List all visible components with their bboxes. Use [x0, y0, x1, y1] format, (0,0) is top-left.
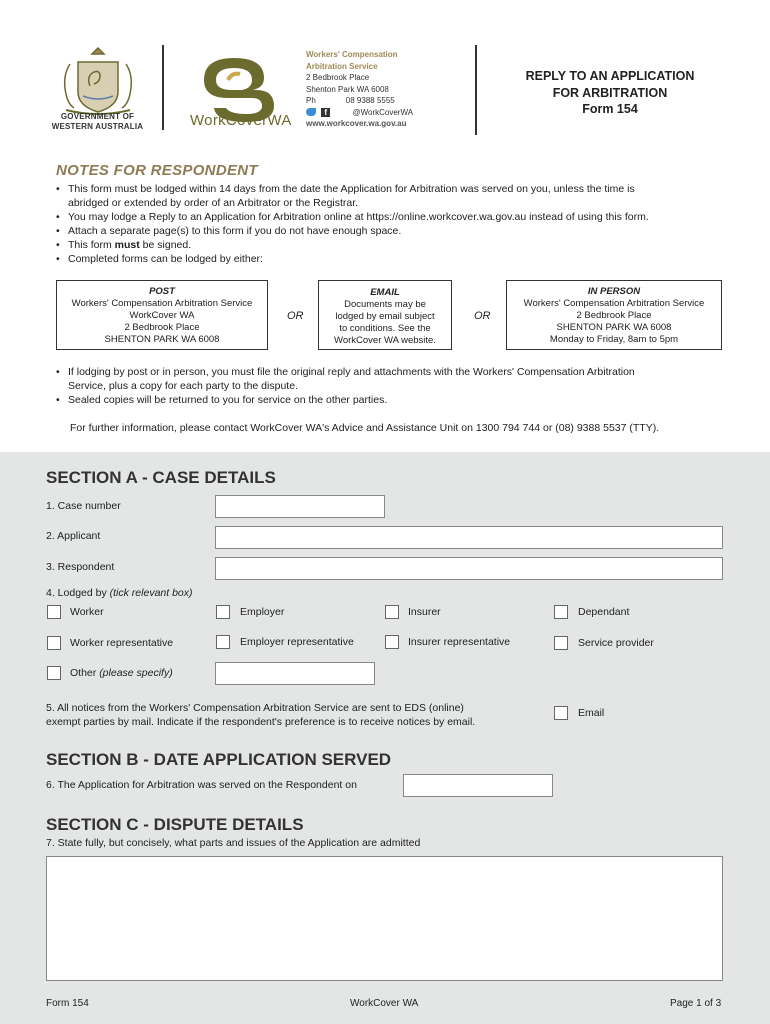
workcover-wa-wordmark: WorkCoverWA [190, 112, 292, 129]
worker-label: Worker [70, 606, 104, 618]
social-handle: @WorkCoverWA [352, 107, 414, 117]
lodged-by-label: 4. Lodged by (tick relevant box) [46, 587, 193, 599]
date-served-field[interactable] [403, 774, 553, 797]
notes-list-2 [56, 365, 726, 407]
note-item: • Completed forms can be lodged by either: [56, 252, 726, 266]
admitted-parts-label: 7. State fully, but concisely, what parts and issues of the Application are admitted [46, 837, 421, 849]
insurer-representative-checkbox[interactable] [385, 635, 399, 649]
footer-organisation: WorkCover WA [350, 998, 419, 1009]
government-name: GOVERNMENT OF WESTERN AUSTRALIA [51, 112, 144, 131]
footer-page-number: Page 1 of 3 [670, 998, 722, 1009]
section-c-heading: SECTION C - DISPUTE DETAILS [46, 815, 304, 834]
notices-label: 5. All notices from the Workers' Compensation Arbitration Service are sent to EDS (online) exempt parties by mail. Indicate if the respondent's preference is to receive notices by email. [46, 702, 476, 728]
or-label: OR [287, 310, 304, 322]
employer-label: Employer [240, 606, 285, 618]
worker-checkbox[interactable] [47, 605, 61, 619]
divider [475, 45, 477, 135]
other-label: Other (please specify) [70, 667, 173, 679]
notes-heading: NOTES FOR RESPONDENT [56, 162, 258, 179]
twitter-icon [306, 108, 316, 116]
form-title: REPLY TO AN APPLICATION FOR ARBITRATION Form 154 [525, 69, 695, 116]
case-number-field[interactable] [215, 495, 385, 518]
note-item: • This form must be lodged within 14 days from the date the Application for Arbitration was served on you, unless the time is abridged or extended by order of an Arbitrator or the Registrar. [56, 182, 726, 210]
employer-representative-checkbox[interactable] [216, 635, 230, 649]
insurer-representative-label: Insurer representative [408, 636, 511, 648]
worker-representative-label: Worker representative [70, 637, 174, 649]
in-person-box: IN PERSON Workers' Compensation Arbitration Service 2 Bedbrook Place SHENTON PARK WA 6008 Monday to Friday, 8am to 5pm [506, 280, 722, 350]
other-checkbox[interactable] [47, 666, 61, 680]
email-box: EMAIL Documents may be lodged by email subject to conditions. See the WorkCover WA website. [318, 280, 452, 350]
or-label: OR [474, 310, 491, 322]
applicant-label: 2. Applicant [46, 530, 101, 542]
further-info: For further information, please contact WorkCover WA's Advice and Assistance Unit on 1300 794 744 or (08) 9388 5537 (TTY). [70, 422, 660, 434]
note-item: • Sealed copies will be returned to you for service on the other parties. [56, 393, 726, 407]
dependant-checkbox[interactable] [554, 605, 568, 619]
service-provider-checkbox[interactable] [554, 636, 568, 650]
worker-representative-checkbox[interactable] [47, 636, 61, 650]
divider [162, 45, 164, 130]
post-box: POST Workers' Compensation Arbitration Service WorkCover WA 2 Bedbrook Place SHENTON PARK WA 6008 [56, 280, 268, 350]
service-provider-label: Service provider [578, 637, 654, 649]
note-item: • If lodging by post or in person, you must file the original reply and attachments with the Workers' Compensation Arbitration Service, plus a copy for each party to the dispute. [56, 365, 726, 393]
footer-form-number: Form 154 [46, 998, 89, 1009]
email-preference-checkbox[interactable] [554, 706, 568, 720]
other-specify-field[interactable] [215, 662, 375, 685]
website-link: www.workcover.wa.gov.au [306, 119, 407, 128]
respondent-field[interactable] [215, 557, 723, 580]
note-item: • Attach a separate page(s) to this form if you do not have enough space. [56, 224, 726, 238]
date-served-label: 6. The Application for Arbitration was served on the Respondent on [46, 779, 357, 791]
applicant-field[interactable] [215, 526, 723, 549]
facebook-icon: f [321, 108, 330, 117]
email-preference-label: Email [578, 707, 605, 719]
employer-representative-label: Employer representative [240, 636, 354, 648]
phone-label: Ph [306, 96, 316, 105]
note-item: • This form must be signed. [56, 238, 726, 252]
phone-number: 08 9388 5555 [345, 96, 395, 105]
notes-list [56, 182, 726, 266]
respondent-label: 3. Respondent [46, 561, 115, 573]
case-number-label: 1. Case number [46, 500, 121, 512]
insurer-checkbox[interactable] [385, 605, 399, 619]
section-a-heading: SECTION A - CASE DETAILS [46, 468, 276, 487]
dependant-label: Dependant [578, 606, 630, 618]
admitted-parts-textarea[interactable] [46, 856, 723, 981]
employer-checkbox[interactable] [216, 605, 230, 619]
insurer-label: Insurer [408, 606, 441, 618]
note-item: • You may lodge a Reply to an Application for Arbitration online at https://online.workcover.wa.gov.au instead of using this form. [56, 210, 726, 224]
section-b-heading: SECTION B - DATE APPLICATION SERVED [46, 750, 392, 769]
contact-block: Workers' Compensation Arbitration Service 2 Bedbrook Place Shenton Park WA 6008 Ph 08 9388 5555 f @WorkCoverWA www.workcover.wa.gov.au [306, 50, 414, 128]
